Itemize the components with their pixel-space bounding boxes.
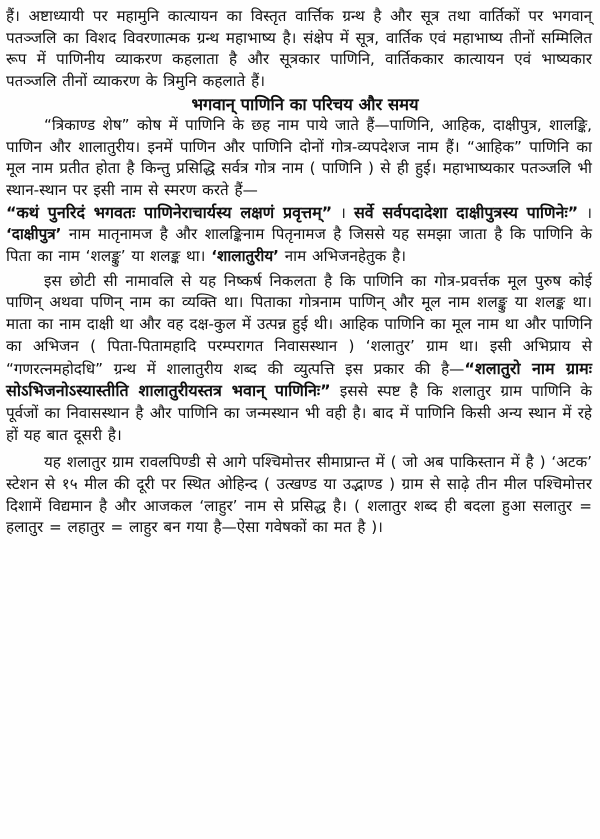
mahabhashya-quote: “कथं पुनरिदं भगवतः पाणिनेराचार्यस्य लक्षणं प्रवृत्तम्” xyxy=(6,202,333,222)
section-heading: भगवान् पाणिनि का परिचय और समय xyxy=(191,94,419,114)
para1-text-e: नाम अभिजनहेतुक है। xyxy=(278,247,406,266)
para1-text-d: नाम मातृनामज है और शालङ्किनाम पितृनामज है जिससे यह समझा जाता है कि पाणिनि के पिता का नाम ‘शलङ्कु’ या शलङ्क था। xyxy=(6,225,592,266)
para1-text-c: । xyxy=(578,203,592,222)
ganaratna-quote: “शलातुरो नाम ग्रामः सोऽभिजनोऽस्यास्तीति शालातुरीयस्तत्र भवान् पाणिनिः” xyxy=(6,358,592,401)
paragraph-names-of-panini xyxy=(6,115,592,268)
keyword-shalaturiya: ‘शालातुरीय’ xyxy=(211,247,279,266)
para2-text-a: इस छोटी सी नामावलि से यह निष्कर्ष निकलता है कि पाणिनि का गोत्र-प्रवर्त्तक मूल पुरुष कोई पाणिन् अथवा पणिन् नाम का व्यक्ति था। पिताका गोत्रनाम पाणिन् और मूल नाम शलङ्कु या शलङ्क था। माता का नाम दाक्षी था और वह दक्ष-कुल में उत्पन्न हुई थी। आहिक पाणिनि का मूल नाम था और पाणिनि का अभिजन ( पिता-पितामहादि परम्परागत निवासस्थान ) ‘शलातुर’ ग्राम था। इसी अभिप्राय से “गणरत्नमहोदधि” ग्रन्थ में शालातुरीय शब्द की व्युत्पत्ति इस प्रकार की है— xyxy=(6,271,592,378)
para1-text-a: “त्रिकाण्ड शेष” कोष में पाणिनि के छह नाम पाये जाते हैं—पाणिनि, आहिक, दाक्षीपुत्र, शालङ्कि, पाणिन और शालातुरीय। इनमें पाणिन और पाणिनि दोनों गोत्र-व्यपदेशज नाम हैं। “आहिक” पाणिनि का मूल नाम प्रतीत होता है किन्तु प्रसिद्धि सर्वत्र गोत्र नाम ( पाणिनि ) से ही हुई। महाभाष्यकार पतञ्जलि भी स्थान-स्थान पर इसी नाम से स्मरण करते हैं— xyxy=(6,115,592,199)
para1-text-b: । xyxy=(332,203,354,222)
second-quote: सर्वे सर्वपदादेशा दाक्षीपुत्रस्य पाणिनेः” xyxy=(353,202,579,222)
paragraph-conclusion xyxy=(6,271,592,447)
intro-paragraph: हैं। अष्टाध्यायी पर महामुनि कात्यायन का विस्तृत वार्त्तिक ग्रन्थ है और सूत्र तथा वार्तिकों पर भगवान् पतञ्जलि का विशद विवरणात्मक ग्रन्थ महाभाष्य है। संक्षेप में सूत्र, वार्तिक एवं महाभाष्य तीनों सम्मिलित रूप में पाणिनीय व्याकरण कहलाता है और सूत्रकार पाणिनि, वार्तिककार कात्यायन एवं भाष्यकार पतञ्जलि तीनों व्याकरण के त्रिमुनि कहलाते हैं। xyxy=(6,7,592,91)
paragraph-shalatur-location: यह शलातुर ग्राम रावलपिण्डी से आगे पश्चिमोत्तर सीमाप्रान्त में ( जो अब पाकिस्तान में है ) ‘अटक’ स्टेशन से १५ मील की दूरी पर स्थित ओहिन्द ( उत्खण्ड या उद्भाण्ड ) ग्राम से साढ़े तीन मील पश्चिमोत्तर दिशामें विद्यमान है और आजकल ‘लाहुर’ नाम से प्रसिद्ध है। ( शलातुर शब्द ही बदला हुआ सलातुर = हलातुर = लहातुर = लाहुर बन गया है—ऐसा गवेषकों का मत है )। xyxy=(6,453,592,537)
para2-text-b: इससे स्पष्ट है कि शलातुर ग्राम पाणिनि के पूर्वजों का निवासस्थान है और पाणिनि का जन्मस्थान भी वही है। बाद में पाणिनि किसी अन्य स्थान में रहे हों यह बात दूसरी है। xyxy=(6,382,593,444)
keyword-dakshiputra: ‘दाक्षीपुत्र’ xyxy=(6,225,62,244)
